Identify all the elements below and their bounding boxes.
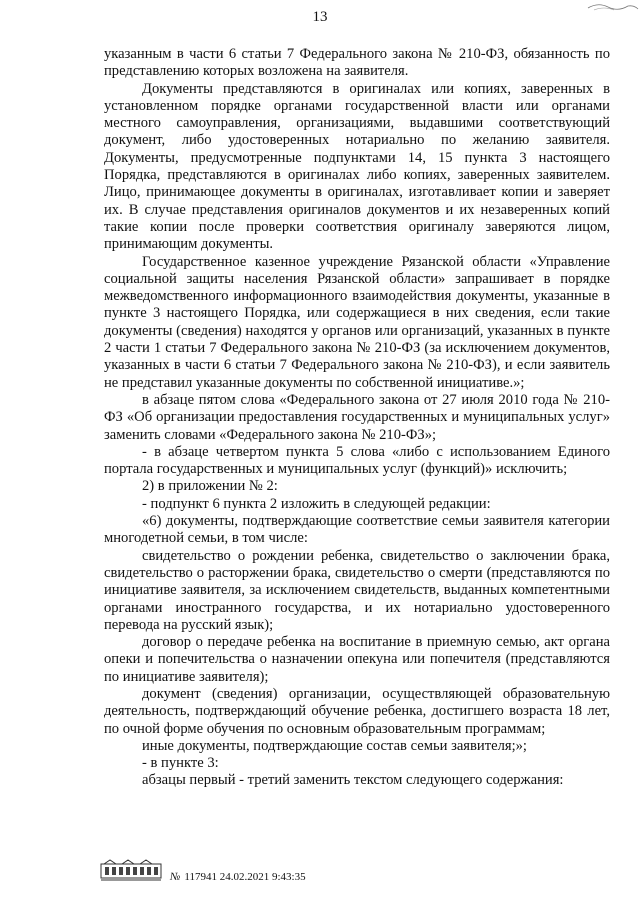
document-footer — [100, 858, 580, 888]
paragraph: в абзаце пятом слова «Федерального закона от 27 июля 2010 года № 210-ФЗ «Об организации предоставления государственных и муниципальных услуг» заменить словами «Федерального закона № 210-ФЗ»; — [104, 391, 610, 443]
paragraph: 2) в приложении № 2: — [142, 478, 278, 495]
page-number: 13 — [312, 9, 328, 25]
scribble-mark-icon — [580, 0, 640, 14]
document-body — [104, 46, 610, 790]
paragraph: абзацы первый - третий заменить текстом следующего содержания: — [142, 772, 564, 789]
paragraph: договор о передаче ребенка на воспитание в приемную семью, акт органа опеки и попечительства о назначении опекуна или попечителя (представляются по инициативе заявителя); — [104, 634, 610, 685]
paragraph: «6) документы, подтверждающие соответствие семьи заявителя категории многодетной семьи, в том числе: — [104, 513, 610, 547]
registration-number-date: 117941 24.02.2021 9:43:35 — [184, 871, 306, 883]
paragraph: документ (сведения) организации, осуществляющей образовательную деятельность, подтверждающий обучение ребенка, достигшего возраста 18 лет, по очной форме обучения по основным образовательным программам; — [104, 685, 610, 737]
paragraph: указанным в части 6 статьи 7 Федерального закона № 210-ФЗ, обязанность по представлению которых возложена на заявителя. — [104, 46, 610, 80]
paragraph: - подпункт 6 пункта 2 изложить в следующей редакции: — [142, 495, 491, 512]
paragraph: - в пункте 3: — [142, 755, 219, 772]
registration-stamp — [170, 871, 306, 883]
paragraph: - в абзаце четвертом пункта 5 слова «либо с использованием Единого портала государственных и муниципальных услуг (функций)» исключить; — [104, 443, 610, 478]
registration-number-sign: № — [170, 871, 181, 883]
paragraph: иные документы, подтверждающие состав семьи заявителя;»; — [142, 737, 527, 754]
paragraph: Документы представляются в оригиналах или копиях, заверенных в установленном порядке органами государственной власти или органами местного самоуправления, организациями, выдавшими соответствующий документ, либо удостоверенных нотариально по желанию заявителя. Документы, предусмотренные подпунктами 14, 15 пункта 3 настоящего Порядка, представляются в оригиналах либо копиях, заверенных заявителем. Лицо, принимающее документы в оригиналах, изготавливает копии и заверяет их. В случае представления оригиналов документов и их незаверенных копий такие копии после проверки соответствия оригиналу заверяются лицом, принимающим документы. — [104, 80, 610, 253]
paragraph: свидетельство о рождении ребенка, свидетельство о заключении брака, свидетельство о расторжении брака, свидетельство о смерти (представляются по инициативе заявителя, за исключением свидетельств, выданных компетентными органами иностранного государства, и их нотариально удостоверенного перевода на русский язык); — [104, 547, 610, 633]
paragraph: Государственное казенное учреждение Рязанской области «Управление социальной защиты населения Рязанской области» запрашивает в порядке межведомственного информационного взаимодействия документы, указанные в пункте 3 настоящего Порядка, или содержащиеся в них сведения, если такие документы (сведения) находятся у органов или организаций, указанных в пункте 2 части 1 статьи 7 Федерального закона № 210-ФЗ (за исключением документов, указанных в части 6 статьи 7 Федерального закона № 210-ФЗ), и если заявитель не представил указанные документы по собственной инициативе.»; — [104, 253, 610, 391]
building-stamp-icon — [100, 858, 162, 882]
